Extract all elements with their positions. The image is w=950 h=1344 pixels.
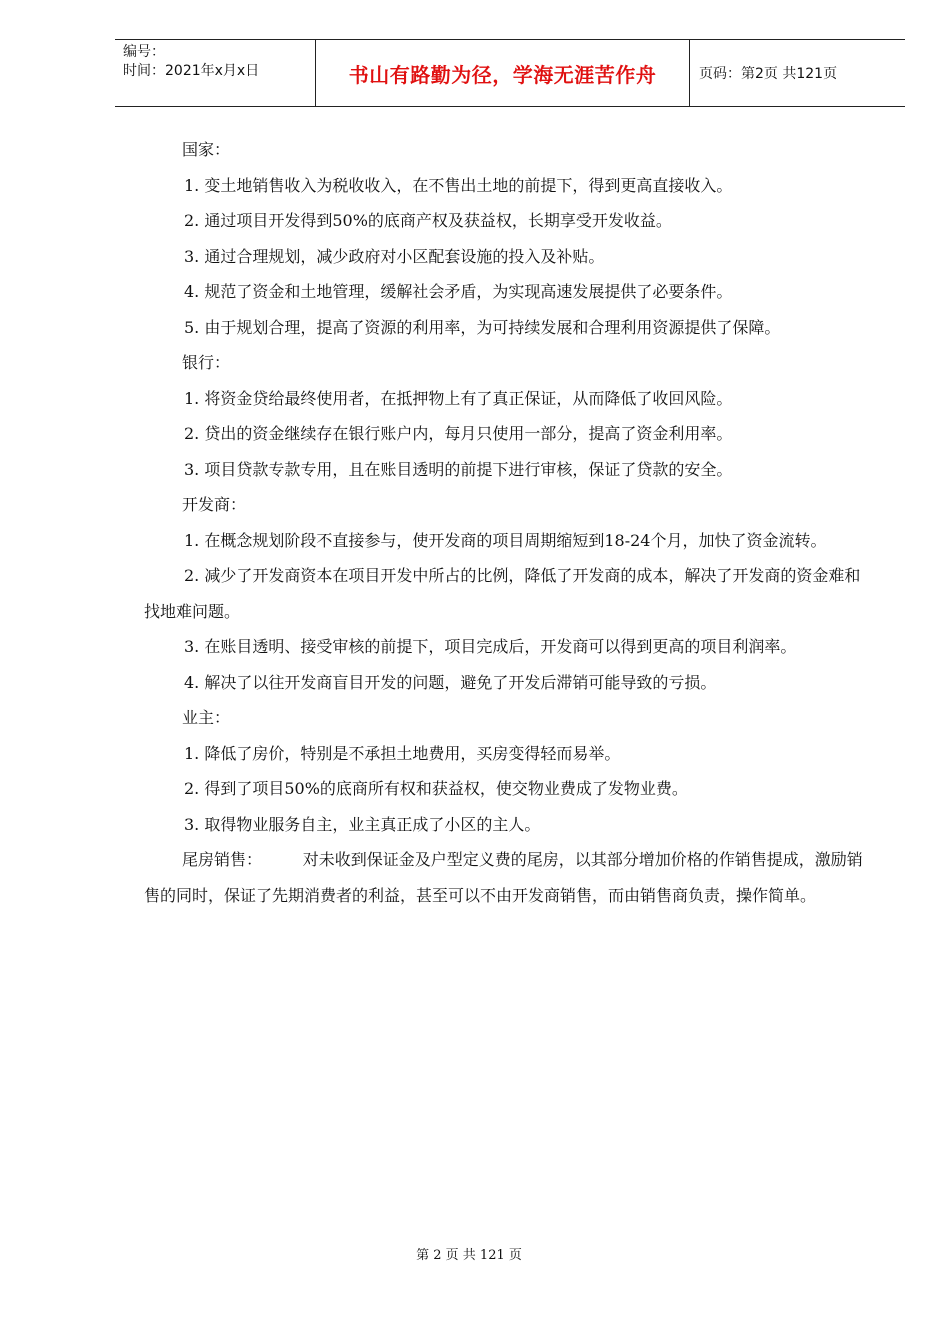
- list-item: 3. 项目贷款专款专用，且在账目透明的前提下进行审核，保证了贷款的安全。: [184, 459, 733, 479]
- list-item: 4. 规范了资金和土地管理，缓解社会矛盾，为实现高速发展提供了必要条件。: [184, 282, 733, 301]
- document-body: [144, 132, 872, 913]
- section-remaining-units: 尾房销售： 对未收到保证金及户型定义费的尾房，以其部分增加价格的作销售提成，激励销售的同时，保证了先期消费者的利益，甚至可以不由开发商销售，而由销售商负责，操作简单。: [144, 850, 863, 905]
- section-heading-developer: 开发商：: [182, 495, 247, 514]
- list-item: 2. 减少了开发商资本在项目开发中所占的比例，降低了开发商的成本，解决了开发商的资金难和找地难问题。: [144, 566, 861, 621]
- list-item: 3. 通过合理规划，减少政府对小区配套设施的投入及补贴。: [184, 246, 605, 266]
- page-footer: [0, 1244, 950, 1263]
- list-item: 1. 在概念规划阶段不直接参与，使开发商的项目周期缩短到18-24个月，加快了资金流转。: [184, 530, 827, 550]
- section-heading-bank: 银行：: [182, 353, 231, 372]
- section-heading-owner: 业主：: [182, 708, 231, 727]
- document-number-label: 编号：: [123, 44, 165, 60]
- page-header: [115, 39, 905, 107]
- list-item: 1. 将资金贷给最终使用者，在抵押物上有了真正保证，从而降低了收回风险。: [184, 388, 733, 408]
- list-item: 1. 降低了房价，特别是不承担土地费用，买房变得轻而易举。: [184, 743, 621, 763]
- list-item: 3. 在账目透明、接受审核的前提下，项目完成后，开发商可以得到更高的项目利润率。: [184, 637, 797, 656]
- list-item: 2. 贷出的资金继续存在银行账户内，每月只使用一部分，提高了资金利用率。: [184, 424, 733, 443]
- list-item: 2. 得到了项目50%的底商所有权和获益权，使交物业费成了发物业费。: [184, 779, 688, 798]
- document-time-label: 时间：2021年x月x日: [123, 63, 260, 79]
- header-meta-cell: [115, 40, 316, 106]
- list-item: 1. 变土地销售收入为税收收入，在不售出土地的前提下，得到更高直接收入。: [184, 175, 733, 195]
- list-item: 4. 解决了以往开发商盲目开发的问题，避免了开发后滞销可能导致的亏损。: [184, 672, 717, 692]
- section-heading-country: 国家：: [182, 140, 231, 159]
- list-item: 5. 由于规划合理，提高了资源的利用率，为可持续发展和合理利用资源提供了保障。: [184, 317, 781, 337]
- header-motto: 书山有路勤为径，学海无涯苦作舟: [316, 40, 690, 106]
- list-item: 3. 取得物业服务自主，业主真正成了小区的主人。: [184, 814, 541, 834]
- list-item: 2. 通过项目开发得到50%的底商产权及获益权，长期享受开发收益。: [184, 211, 672, 230]
- footer-page-number: 第 2 页 共 121 页: [416, 1248, 522, 1263]
- header-page-number: 页码：第2页 共121页: [699, 66, 838, 82]
